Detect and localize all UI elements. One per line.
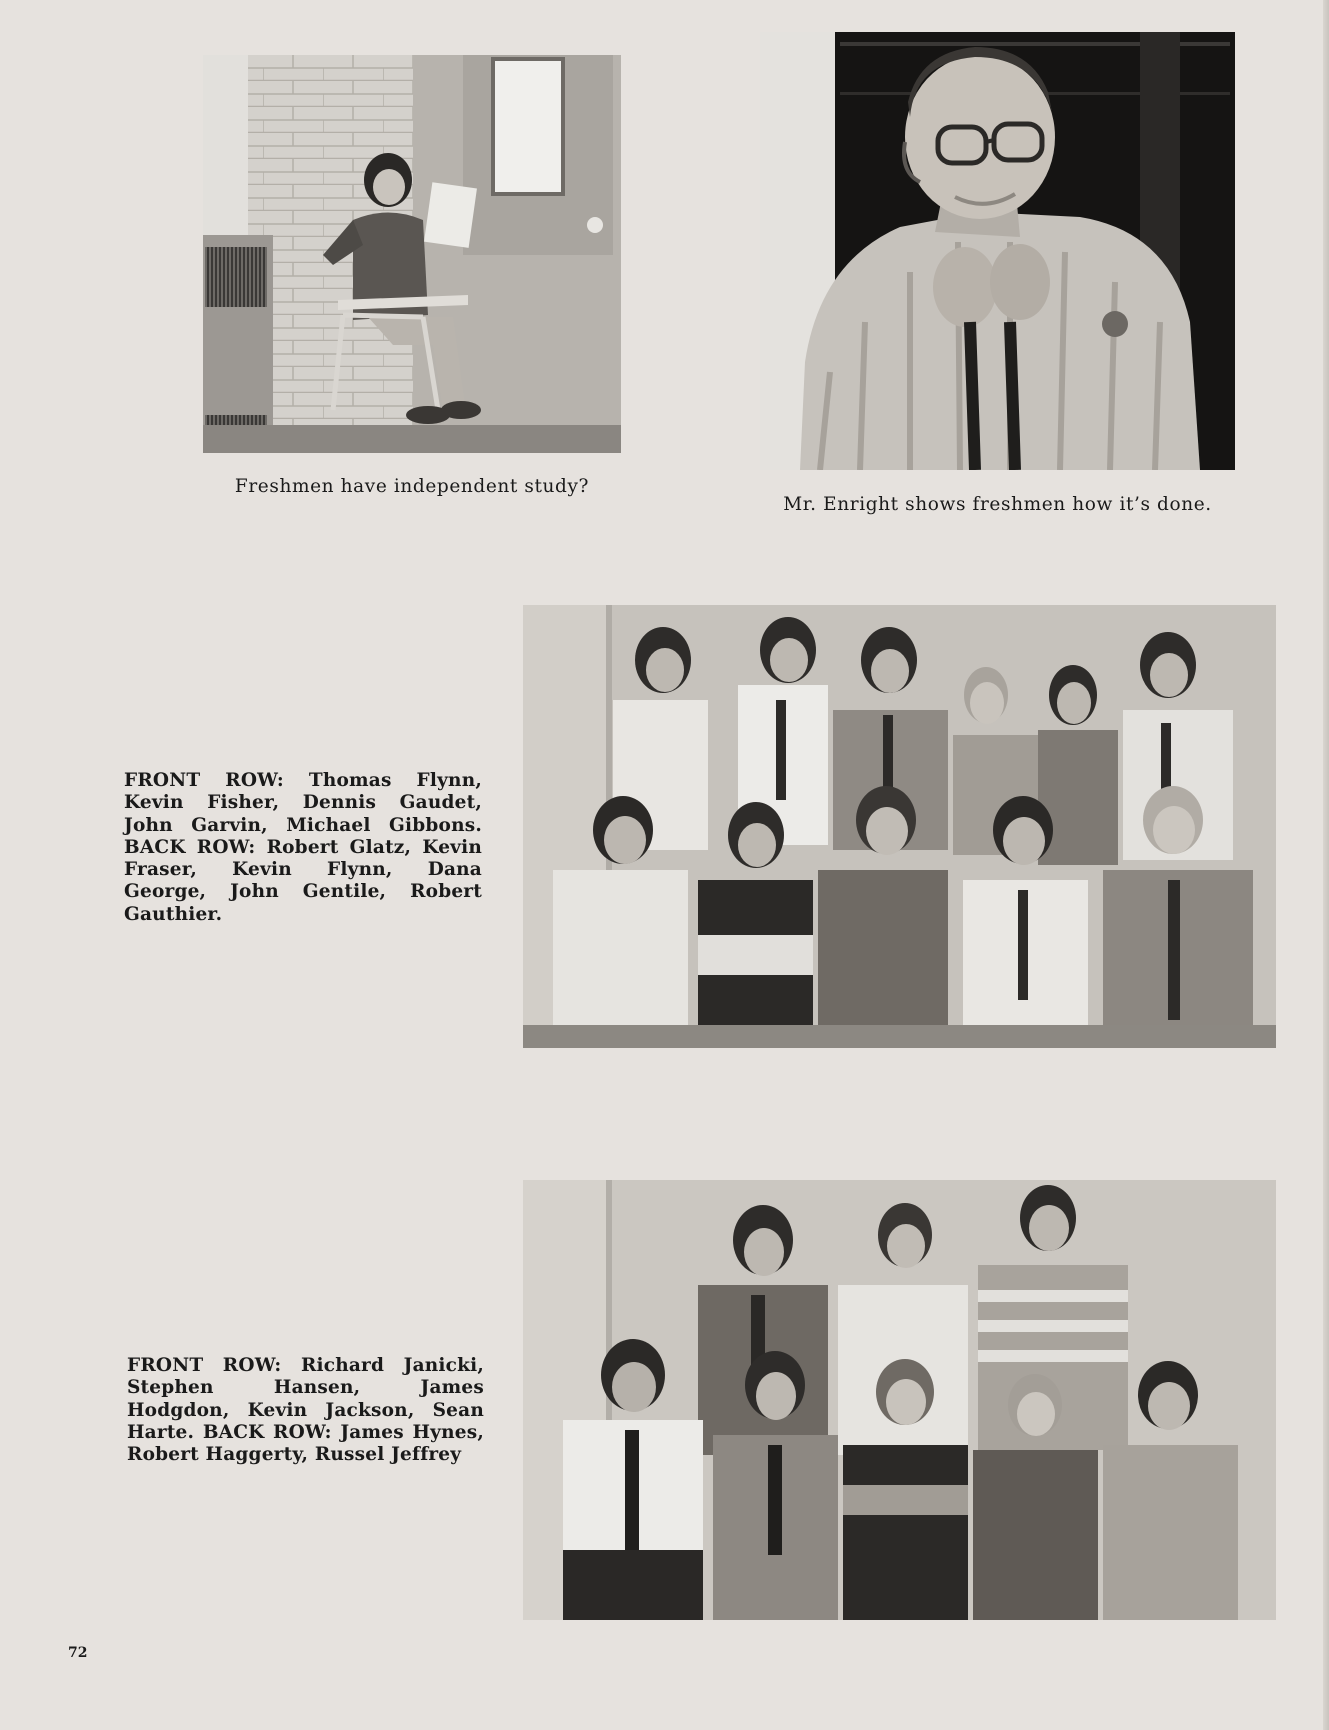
teacher-portrait-photo — [760, 32, 1235, 470]
group-photo — [523, 605, 1276, 1048]
caption-teacher-enright: Mr. Enright shows freshmen how it’s done. — [783, 494, 1212, 515]
roster-group-2: FRONT ROW: Richard Janicki, Stephen Hansen, James Hodgdon, Kevin Jackson, Sean Harte. BACK ROW: James Hynes, Robert Haggerty, Russel Jeffrey — [127, 1355, 484, 1466]
photo-teacher-enright — [760, 32, 1235, 470]
photo-independent-study — [203, 55, 621, 453]
student-at-desk-photo — [203, 55, 621, 453]
group-photo-2 — [523, 1180, 1276, 1620]
page-edge-shadow — [1323, 0, 1329, 1730]
caption-independent-study: Freshmen have independent study? — [234, 476, 590, 497]
page-number: 72 — [68, 1645, 88, 1661]
roster-group-1: FRONT ROW: Thomas Flynn, Kevin Fisher, Dennis Gaudet, John Garvin, Michael Gibbons. BACK ROW: Robert Glatz, Kevin Fraser, Kevin Flynn, Dana George, John Gentile, Robert Gauthier. — [124, 770, 482, 925]
group-photo — [523, 1180, 1276, 1620]
group-photo-1 — [523, 605, 1276, 1048]
